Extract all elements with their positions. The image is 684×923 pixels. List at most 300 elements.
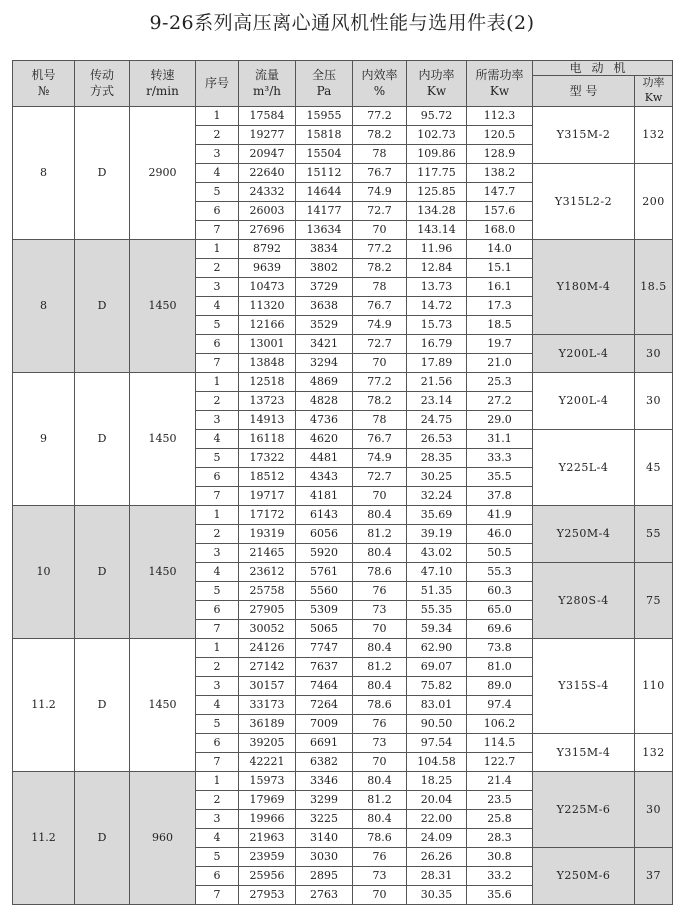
required-power-cell: 97.4 <box>467 695 533 714</box>
required-power-cell: 128.9 <box>467 144 533 163</box>
machine-no-cell: 10 <box>13 505 75 638</box>
required-power-cell: 29.0 <box>467 410 533 429</box>
seq-cell: 5 <box>196 315 239 334</box>
inner-power-cell: 69.07 <box>407 657 467 676</box>
efficiency-cell: 72.7 <box>353 334 407 353</box>
required-power-cell: 73.8 <box>467 638 533 657</box>
seq-cell: 2 <box>196 391 239 410</box>
table-row <box>13 239 673 258</box>
efficiency-cell: 73 <box>353 733 407 752</box>
pressure-cell: 4869 <box>296 372 353 391</box>
flow-cell: 19966 <box>239 809 296 828</box>
pressure-cell: 2763 <box>296 885 353 904</box>
efficiency-cell: 78.6 <box>353 695 407 714</box>
required-power-cell: 33.3 <box>467 448 533 467</box>
flow-cell: 25956 <box>239 866 296 885</box>
flow-cell: 18512 <box>239 467 296 486</box>
seq-cell: 5 <box>196 714 239 733</box>
inner-power-cell: 11.96 <box>407 239 467 258</box>
seq-cell: 2 <box>196 125 239 144</box>
required-power-cell: 65.0 <box>467 600 533 619</box>
motor-power-cell: 75 <box>635 562 673 638</box>
inner-power-cell: 39.19 <box>407 524 467 543</box>
motor-power-cell: 30 <box>635 372 673 429</box>
efficiency-cell: 76.7 <box>353 163 407 182</box>
seq-cell: 6 <box>196 600 239 619</box>
flow-cell: 23612 <box>239 562 296 581</box>
pressure-cell: 3225 <box>296 809 353 828</box>
machine-no-cell: 11.2 <box>13 771 75 904</box>
flow-cell: 27905 <box>239 600 296 619</box>
pressure-cell: 3294 <box>296 353 353 372</box>
flow-cell: 19319 <box>239 524 296 543</box>
pressure-cell: 7009 <box>296 714 353 733</box>
efficiency-cell: 76.7 <box>353 296 407 315</box>
flow-cell: 24332 <box>239 182 296 201</box>
inner-power-cell: 43.02 <box>407 543 467 562</box>
inner-power-cell: 90.50 <box>407 714 467 733</box>
seq-cell: 3 <box>196 410 239 429</box>
efficiency-cell: 76 <box>353 847 407 866</box>
seq-cell: 5 <box>196 847 239 866</box>
pressure-cell: 6691 <box>296 733 353 752</box>
flow-cell: 12166 <box>239 315 296 334</box>
drive-cell: D <box>75 638 130 771</box>
pressure-cell: 3421 <box>296 334 353 353</box>
required-power-cell: 147.7 <box>467 182 533 201</box>
flow-cell: 25758 <box>239 581 296 600</box>
page-title: 9-26系列高压离心通风机性能与选用件表(2) <box>149 12 535 34</box>
required-power-cell: 28.3 <box>467 828 533 847</box>
pressure-cell: 5309 <box>296 600 353 619</box>
inner-power-cell: 109.86 <box>407 144 467 163</box>
required-power-cell: 31.1 <box>467 429 533 448</box>
flow-cell: 17584 <box>239 106 296 125</box>
efficiency-cell: 80.4 <box>353 809 407 828</box>
inner-power-cell: 12.84 <box>407 258 467 277</box>
seq-cell: 1 <box>196 106 239 125</box>
efficiency-cell: 78 <box>353 144 407 163</box>
seq-cell: 1 <box>196 638 239 657</box>
inner-power-cell: 102.73 <box>407 125 467 144</box>
efficiency-cell: 78 <box>353 410 407 429</box>
flow-cell: 17969 <box>239 790 296 809</box>
fan-performance-table <box>12 60 673 905</box>
flow-cell: 15973 <box>239 771 296 790</box>
flow-cell: 10473 <box>239 277 296 296</box>
efficiency-cell: 81.2 <box>353 657 407 676</box>
required-power-cell: 18.5 <box>467 315 533 334</box>
required-power-cell: 23.5 <box>467 790 533 809</box>
flow-cell: 13723 <box>239 391 296 410</box>
inner-power-cell: 83.01 <box>407 695 467 714</box>
efficiency-cell: 80.4 <box>353 543 407 562</box>
required-power-cell: 60.3 <box>467 581 533 600</box>
pressure-cell: 4481 <box>296 448 353 467</box>
motor-power-cell: 37 <box>635 847 673 904</box>
efficiency-cell: 80.4 <box>353 676 407 695</box>
inner-power-cell: 134.28 <box>407 201 467 220</box>
pressure-cell: 5065 <box>296 619 353 638</box>
efficiency-cell: 77.2 <box>353 372 407 391</box>
required-power-cell: 35.6 <box>467 885 533 904</box>
efficiency-cell: 70 <box>353 885 407 904</box>
inner-power-cell: 143.14 <box>407 220 467 239</box>
col-pressure: 全压 Pa <box>296 61 353 107</box>
pressure-cell: 4343 <box>296 467 353 486</box>
col-seq: 序号 <box>196 61 239 107</box>
pressure-cell: 14644 <box>296 182 353 201</box>
flow-cell: 39205 <box>239 733 296 752</box>
drive-cell: D <box>75 372 130 505</box>
flow-cell: 11320 <box>239 296 296 315</box>
efficiency-cell: 77.2 <box>353 239 407 258</box>
inner-power-cell: 95.72 <box>407 106 467 125</box>
motor-model-cell: Y200L-4 <box>533 372 635 429</box>
flow-cell: 42221 <box>239 752 296 771</box>
motor-power-cell: 200 <box>635 163 673 239</box>
flow-cell: 30157 <box>239 676 296 695</box>
flow-cell: 22640 <box>239 163 296 182</box>
inner-power-cell: 35.69 <box>407 505 467 524</box>
inner-power-cell: 22.00 <box>407 809 467 828</box>
pressure-cell: 2895 <box>296 866 353 885</box>
required-power-cell: 81.0 <box>467 657 533 676</box>
pressure-cell: 6056 <box>296 524 353 543</box>
inner-power-cell: 104.58 <box>407 752 467 771</box>
seq-cell: 3 <box>196 543 239 562</box>
required-power-cell: 112.3 <box>467 106 533 125</box>
drive-cell: D <box>75 505 130 638</box>
seq-cell: 3 <box>196 676 239 695</box>
col-speed: 转速 r/min <box>130 61 196 107</box>
motor-power-cell: 55 <box>635 505 673 562</box>
required-power-cell: 46.0 <box>467 524 533 543</box>
pressure-cell: 13634 <box>296 220 353 239</box>
pressure-cell: 3140 <box>296 828 353 847</box>
flow-cell: 13001 <box>239 334 296 353</box>
inner-power-cell: 28.31 <box>407 866 467 885</box>
pressure-cell: 6143 <box>296 505 353 524</box>
efficiency-cell: 76 <box>353 581 407 600</box>
inner-power-cell: 21.56 <box>407 372 467 391</box>
efficiency-cell: 76.7 <box>353 429 407 448</box>
motor-model-cell: Y280S-4 <box>533 562 635 638</box>
flow-cell: 23959 <box>239 847 296 866</box>
seq-cell: 6 <box>196 334 239 353</box>
speed-cell: 1450 <box>130 239 196 372</box>
motor-model-cell: Y250M-6 <box>533 847 635 904</box>
table-row <box>13 638 673 657</box>
col-drive: 传动 方式 <box>75 61 130 107</box>
flow-cell: 27142 <box>239 657 296 676</box>
seq-cell: 7 <box>196 220 239 239</box>
flow-cell: 14913 <box>239 410 296 429</box>
machine-no-cell: 8 <box>13 239 75 372</box>
inner-power-cell: 55.35 <box>407 600 467 619</box>
drive-cell: D <box>75 239 130 372</box>
pressure-cell: 3030 <box>296 847 353 866</box>
flow-cell: 8792 <box>239 239 296 258</box>
flow-cell: 20947 <box>239 144 296 163</box>
speed-cell: 1450 <box>130 638 196 771</box>
drive-cell: D <box>75 106 130 239</box>
table-body <box>13 106 673 904</box>
pressure-cell: 3729 <box>296 277 353 296</box>
inner-power-cell: 51.35 <box>407 581 467 600</box>
pressure-cell: 4620 <box>296 429 353 448</box>
pressure-cell: 14177 <box>296 201 353 220</box>
inner-power-cell: 23.14 <box>407 391 467 410</box>
required-power-cell: 106.2 <box>467 714 533 733</box>
required-power-cell: 27.2 <box>467 391 533 410</box>
inner-power-cell: 28.35 <box>407 448 467 467</box>
required-power-cell: 21.4 <box>467 771 533 790</box>
speed-cell: 2900 <box>130 106 196 239</box>
seq-cell: 4 <box>196 163 239 182</box>
efficiency-cell: 73 <box>353 866 407 885</box>
table-row <box>13 505 673 524</box>
inner-power-cell: 117.75 <box>407 163 467 182</box>
motor-power-cell: 132 <box>635 733 673 771</box>
inner-power-cell: 59.34 <box>407 619 467 638</box>
efficiency-cell: 73 <box>353 600 407 619</box>
pressure-cell: 7264 <box>296 695 353 714</box>
seq-cell: 1 <box>196 771 239 790</box>
inner-power-cell: 18.25 <box>407 771 467 790</box>
pressure-cell: 4828 <box>296 391 353 410</box>
inner-power-cell: 30.25 <box>407 467 467 486</box>
inner-power-cell: 15.73 <box>407 315 467 334</box>
pressure-cell: 3346 <box>296 771 353 790</box>
inner-power-cell: 30.35 <box>407 885 467 904</box>
seq-cell: 7 <box>196 619 239 638</box>
pressure-cell: 15818 <box>296 125 353 144</box>
seq-cell: 7 <box>196 885 239 904</box>
inner-power-cell: 97.54 <box>407 733 467 752</box>
flow-cell: 13848 <box>239 353 296 372</box>
efficiency-cell: 81.2 <box>353 790 407 809</box>
motor-power-cell: 45 <box>635 429 673 505</box>
inner-power-cell: 62.90 <box>407 638 467 657</box>
required-power-cell: 16.1 <box>467 277 533 296</box>
table-row <box>13 106 673 125</box>
inner-power-cell: 75.82 <box>407 676 467 695</box>
seq-cell: 4 <box>196 828 239 847</box>
required-power-cell: 37.8 <box>467 486 533 505</box>
required-power-cell: 25.3 <box>467 372 533 391</box>
flow-cell: 16118 <box>239 429 296 448</box>
required-power-cell: 35.5 <box>467 467 533 486</box>
efficiency-cell: 78 <box>353 277 407 296</box>
required-power-cell: 157.6 <box>467 201 533 220</box>
efficiency-cell: 74.9 <box>353 315 407 334</box>
motor-power-cell: 132 <box>635 106 673 163</box>
seq-cell: 2 <box>196 258 239 277</box>
seq-cell: 2 <box>196 790 239 809</box>
table-row <box>13 771 673 790</box>
pressure-cell: 3834 <box>296 239 353 258</box>
efficiency-cell: 80.4 <box>353 505 407 524</box>
motor-power-cell: 30 <box>635 334 673 372</box>
seq-cell: 6 <box>196 866 239 885</box>
flow-cell: 30052 <box>239 619 296 638</box>
seq-cell: 5 <box>196 581 239 600</box>
required-power-cell: 69.6 <box>467 619 533 638</box>
inner-power-cell: 14.72 <box>407 296 467 315</box>
flow-cell: 19277 <box>239 125 296 144</box>
seq-cell: 3 <box>196 277 239 296</box>
required-power-cell: 33.2 <box>467 866 533 885</box>
flow-cell: 21963 <box>239 828 296 847</box>
required-power-cell: 41.9 <box>467 505 533 524</box>
required-power-cell: 114.5 <box>467 733 533 752</box>
required-power-cell: 19.7 <box>467 334 533 353</box>
motor-model-cell: Y315M-4 <box>533 733 635 771</box>
inner-power-cell: 47.10 <box>407 562 467 581</box>
flow-cell: 9639 <box>239 258 296 277</box>
efficiency-cell: 72.7 <box>353 201 407 220</box>
seq-cell: 6 <box>196 733 239 752</box>
motor-model-cell: Y225M-6 <box>533 771 635 847</box>
required-power-cell: 122.7 <box>467 752 533 771</box>
seq-cell: 7 <box>196 752 239 771</box>
efficiency-cell: 80.4 <box>353 771 407 790</box>
efficiency-cell: 74.9 <box>353 182 407 201</box>
efficiency-cell: 78.2 <box>353 391 407 410</box>
pressure-cell: 7637 <box>296 657 353 676</box>
seq-cell: 4 <box>196 296 239 315</box>
required-power-cell: 50.5 <box>467 543 533 562</box>
flow-cell: 36189 <box>239 714 296 733</box>
seq-cell: 1 <box>196 372 239 391</box>
seq-cell: 6 <box>196 201 239 220</box>
required-power-cell: 15.1 <box>467 258 533 277</box>
pressure-cell: 4181 <box>296 486 353 505</box>
col-inner-power: 内功率 Kw <box>407 61 467 107</box>
col-required-power: 所需功率 Kw <box>467 61 533 107</box>
pressure-cell: 15504 <box>296 144 353 163</box>
motor-model-cell: Y315M-2 <box>533 106 635 163</box>
col-flow: 流量 m³/h <box>239 61 296 107</box>
efficiency-cell: 70 <box>353 619 407 638</box>
flow-cell: 17172 <box>239 505 296 524</box>
seq-cell: 6 <box>196 467 239 486</box>
table-row <box>13 372 673 391</box>
seq-cell: 3 <box>196 809 239 828</box>
flow-cell: 12518 <box>239 372 296 391</box>
pressure-cell: 15955 <box>296 106 353 125</box>
flow-cell: 26003 <box>239 201 296 220</box>
flow-cell: 24126 <box>239 638 296 657</box>
required-power-cell: 168.0 <box>467 220 533 239</box>
inner-power-cell: 17.89 <box>407 353 467 372</box>
seq-cell: 3 <box>196 144 239 163</box>
motor-model-cell: Y200L-4 <box>533 334 635 372</box>
motor-model-cell: Y315S-4 <box>533 638 635 733</box>
flow-cell: 19717 <box>239 486 296 505</box>
col-motor-power: 功率 Kw <box>635 76 673 107</box>
motor-power-cell: 110 <box>635 638 673 733</box>
seq-cell: 4 <box>196 562 239 581</box>
pressure-cell: 5920 <box>296 543 353 562</box>
pressure-cell: 5560 <box>296 581 353 600</box>
required-power-cell: 14.0 <box>467 239 533 258</box>
flow-cell: 27696 <box>239 220 296 239</box>
col-machine-no: 机号 № <box>13 61 75 107</box>
motor-model-cell: Y315L2-2 <box>533 163 635 239</box>
efficiency-cell: 70 <box>353 220 407 239</box>
col-motor-model: 型 号 <box>533 76 635 107</box>
pressure-cell: 3638 <box>296 296 353 315</box>
efficiency-cell: 81.2 <box>353 524 407 543</box>
pressure-cell: 3299 <box>296 790 353 809</box>
pressure-cell: 7747 <box>296 638 353 657</box>
motor-power-cell: 30 <box>635 771 673 847</box>
machine-no-cell: 11.2 <box>13 638 75 771</box>
seq-cell: 4 <box>196 429 239 448</box>
required-power-cell: 30.8 <box>467 847 533 866</box>
speed-cell: 960 <box>130 771 196 904</box>
required-power-cell: 17.3 <box>467 296 533 315</box>
efficiency-cell: 74.9 <box>353 448 407 467</box>
col-efficiency: 内效率 % <box>353 61 407 107</box>
efficiency-cell: 78.6 <box>353 828 407 847</box>
machine-no-cell: 8 <box>13 106 75 239</box>
efficiency-cell: 80.4 <box>353 638 407 657</box>
inner-power-cell: 13.73 <box>407 277 467 296</box>
seq-cell: 1 <box>196 505 239 524</box>
pressure-cell: 5761 <box>296 562 353 581</box>
efficiency-cell: 78.6 <box>353 562 407 581</box>
motor-model-cell: Y250M-4 <box>533 505 635 562</box>
efficiency-cell: 77.2 <box>353 106 407 125</box>
col-motor: 电动机 <box>533 61 673 76</box>
required-power-cell: 120.5 <box>467 125 533 144</box>
efficiency-cell: 70 <box>353 486 407 505</box>
inner-power-cell: 26.26 <box>407 847 467 866</box>
efficiency-cell: 70 <box>353 752 407 771</box>
inner-power-cell: 125.85 <box>407 182 467 201</box>
seq-cell: 1 <box>196 239 239 258</box>
inner-power-cell: 32.24 <box>407 486 467 505</box>
flow-cell: 27953 <box>239 885 296 904</box>
pressure-cell: 3802 <box>296 258 353 277</box>
flow-cell: 33173 <box>239 695 296 714</box>
inner-power-cell: 24.09 <box>407 828 467 847</box>
pressure-cell: 4736 <box>296 410 353 429</box>
efficiency-cell: 72.7 <box>353 467 407 486</box>
inner-power-cell: 26.53 <box>407 429 467 448</box>
efficiency-cell: 78.2 <box>353 258 407 277</box>
efficiency-cell: 76 <box>353 714 407 733</box>
seq-cell: 5 <box>196 448 239 467</box>
required-power-cell: 25.8 <box>467 809 533 828</box>
speed-cell: 1450 <box>130 505 196 638</box>
drive-cell: D <box>75 771 130 904</box>
efficiency-cell: 70 <box>353 353 407 372</box>
pressure-cell: 7464 <box>296 676 353 695</box>
inner-power-cell: 24.75 <box>407 410 467 429</box>
efficiency-cell: 78.2 <box>353 125 407 144</box>
seq-cell: 4 <box>196 695 239 714</box>
pressure-cell: 6382 <box>296 752 353 771</box>
motor-model-cell: Y225L-4 <box>533 429 635 505</box>
required-power-cell: 89.0 <box>467 676 533 695</box>
pressure-cell: 15112 <box>296 163 353 182</box>
pressure-cell: 3529 <box>296 315 353 334</box>
required-power-cell: 21.0 <box>467 353 533 372</box>
